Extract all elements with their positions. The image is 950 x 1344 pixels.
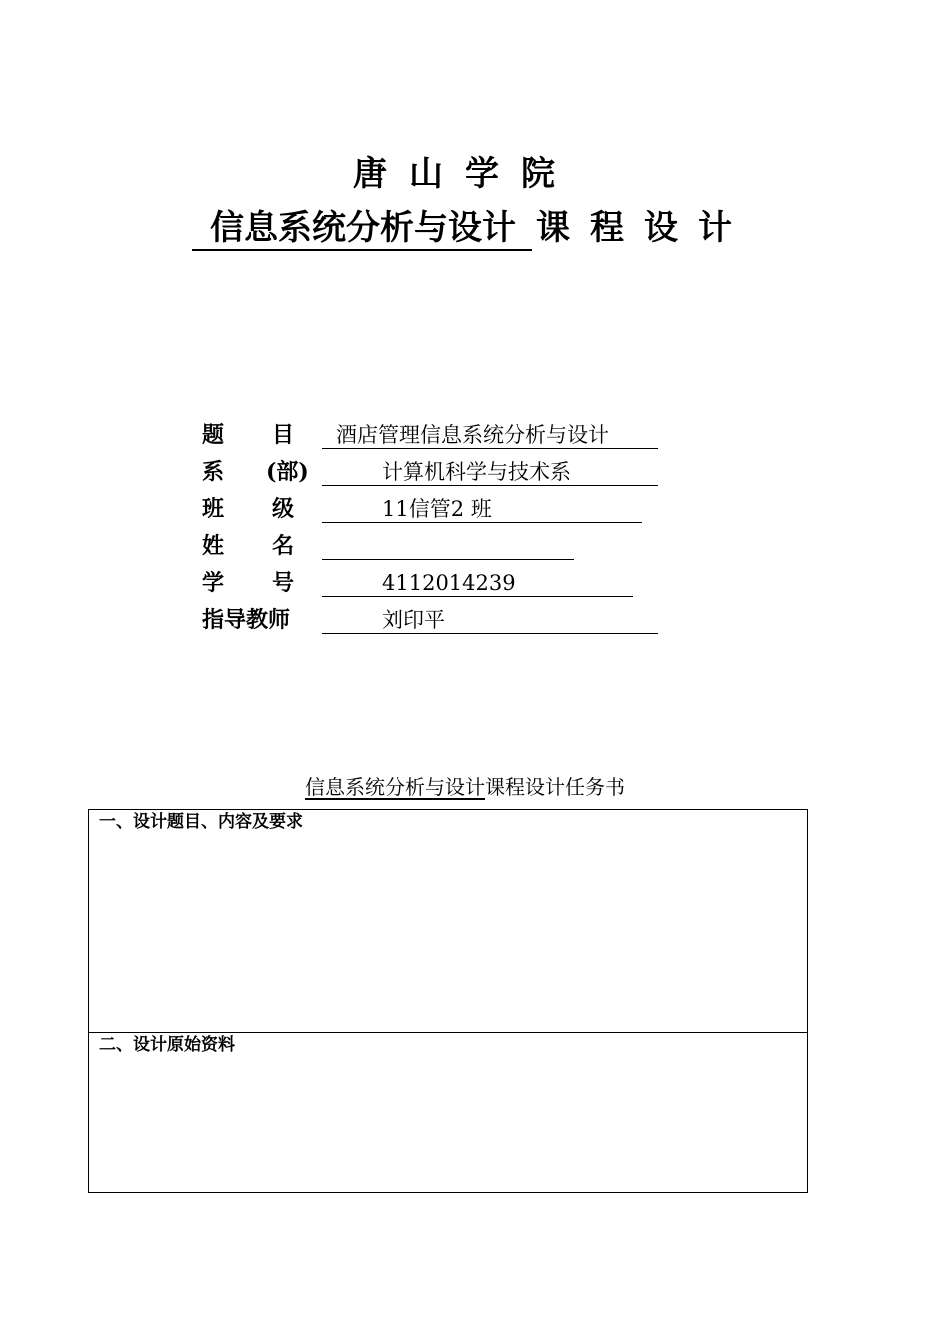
info-value-advisor	[322, 607, 658, 634]
info-label-part: 号	[272, 570, 295, 596]
info-label-part: 级	[272, 496, 295, 522]
task-book-title	[0, 772, 930, 802]
info-value-text: 4112014239	[382, 571, 516, 595]
info-label-part: 题	[202, 422, 225, 448]
info-value-text: 11信管2 班	[382, 497, 492, 521]
task-section-label: 一、设计题目、内容及要求	[99, 812, 303, 832]
info-row-department	[202, 455, 672, 492]
course-title	[192, 205, 752, 251]
info-value-name	[322, 533, 574, 560]
info-row-class	[202, 492, 672, 529]
task-section-materials	[89, 1033, 807, 1192]
info-row-topic	[202, 418, 672, 455]
task-book-title-rest: 课程设计任务书	[485, 775, 625, 799]
info-value-student-id	[322, 570, 633, 597]
info-value-department	[322, 459, 658, 486]
info-row-advisor	[202, 603, 672, 640]
info-label-part: 名	[272, 533, 295, 559]
info-label-part: 目	[272, 422, 295, 448]
info-value-text: 刘印平	[382, 608, 445, 632]
course-name: 信息系统分析与设计	[192, 207, 532, 251]
info-label-part: 姓	[202, 533, 225, 559]
info-value-text: 计算机科学与技术系	[382, 460, 571, 484]
task-book-table	[88, 809, 808, 1193]
info-label-part: 指导教师	[202, 607, 291, 633]
info-value-text: 酒店管理信息系统分析与设计	[336, 423, 609, 447]
task-section-requirements	[89, 810, 807, 1033]
info-label-part: 学	[202, 570, 225, 596]
school-name: 唐山学院	[353, 154, 577, 194]
task-book-title-course: 信息系统分析与设计	[305, 775, 485, 799]
task-section-label: 二、设计原始资料	[99, 1035, 235, 1055]
info-label-part: (部)	[266, 459, 309, 485]
course-suffix: 课程设计	[536, 208, 752, 248]
info-value-class	[322, 496, 642, 523]
info-row-student-id	[202, 566, 672, 603]
info-value-topic	[322, 422, 658, 449]
info-label-part: 系	[202, 459, 225, 485]
info-row-name	[202, 529, 672, 566]
cover-info-block	[202, 418, 672, 640]
info-label-part: 班	[202, 496, 225, 522]
